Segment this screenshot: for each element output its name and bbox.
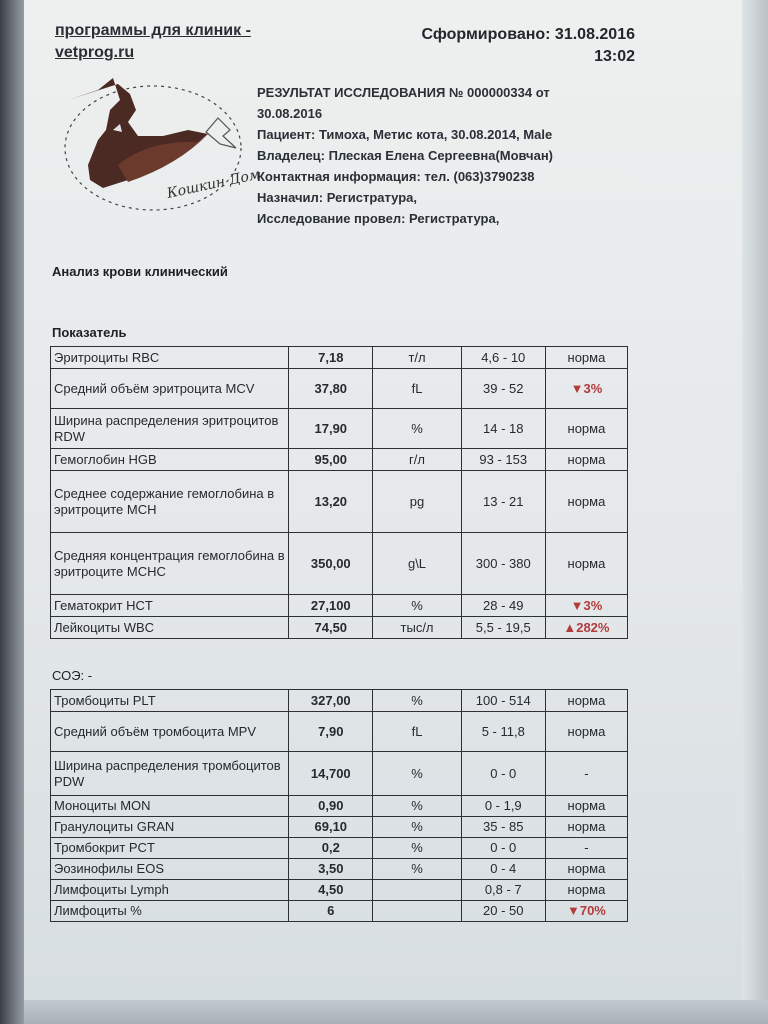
parameter-name: Средняя концентрация гемоглобина в эритроците MCHC (51, 533, 289, 595)
table-row (51, 752, 628, 796)
parameter-unit: тыс/л (373, 617, 461, 639)
status-flag: норма (545, 817, 627, 838)
parameter-name: Средний объём эритроцита MCV (51, 369, 289, 409)
parameter-value: 0,2 (289, 838, 373, 859)
reference-range: 0 - 0 (461, 838, 545, 859)
table-row (51, 369, 628, 409)
parameter-header: Показатель (52, 325, 127, 340)
parameter-value: 27,100 (289, 595, 373, 617)
parameter-name: Гематокрит HCT (51, 595, 289, 617)
reference-range: 0 - 0 (461, 752, 545, 796)
reference-range: 39 - 52 (461, 369, 545, 409)
site-line-1: программы для клиник - (55, 22, 251, 39)
parameter-name: Лимфоциты Lymph (51, 880, 289, 901)
assigned-by: Назначил: Регистратура, (257, 190, 418, 205)
performed-by: Исследование провел: Регистратура, (257, 211, 500, 226)
status-flag: норма (545, 712, 627, 752)
parameter-unit: % (373, 752, 461, 796)
parameter-unit: % (373, 595, 461, 617)
parameter-unit: т/л (373, 347, 461, 369)
parameter-name: Лимфоциты % (51, 901, 289, 922)
owner-info: Владелец: Плеская Елена Сергеевна(Мовчан) (257, 148, 554, 163)
parameter-unit: % (373, 817, 461, 838)
parameter-unit: % (373, 838, 461, 859)
reference-range: 13 - 21 (461, 471, 545, 533)
page-bottom-edge (24, 1000, 768, 1024)
status-flag: - (545, 838, 627, 859)
status-flag: ▲282% (545, 617, 627, 639)
parameter-name: Ширина распределения эритроцитов RDW (51, 409, 289, 449)
status-flag: норма (545, 347, 627, 369)
parameter-value: 37,80 (289, 369, 373, 409)
table-row (51, 449, 628, 471)
reference-range: 28 - 49 (461, 595, 545, 617)
table-row (51, 859, 628, 880)
parameter-name: Эозинофилы EOS (51, 859, 289, 880)
blood-table-platelets (50, 689, 628, 922)
parameter-unit: % (373, 859, 461, 880)
status-flag: норма (545, 859, 627, 880)
reference-range: 4,6 - 10 (461, 347, 545, 369)
parameter-unit: % (373, 796, 461, 817)
parameter-name: Эритроциты RBC (51, 347, 289, 369)
contact-info: Контактная информация: тел. (063)3790238 (257, 169, 535, 184)
parameter-unit: fL (373, 712, 461, 752)
status-flag: норма (545, 409, 627, 449)
table-row (51, 690, 628, 712)
parameter-unit: % (373, 409, 461, 449)
table-row (51, 838, 628, 859)
parameter-name: Моноциты MON (51, 796, 289, 817)
formed-time: 13:02 (594, 48, 635, 65)
parameter-name: Лейкоциты WBC (51, 617, 289, 639)
status-flag: ▼3% (545, 595, 627, 617)
parameter-unit: fL (373, 369, 461, 409)
reference-range: 0 - 4 (461, 859, 545, 880)
status-flag: норма (545, 449, 627, 471)
table-row (51, 347, 628, 369)
parameter-unit: g\L (373, 533, 461, 595)
parameter-value: 13,20 (289, 471, 373, 533)
reference-range: 5 - 11,8 (461, 712, 545, 752)
parameter-value: 350,00 (289, 533, 373, 595)
status-flag: ▼3% (545, 369, 627, 409)
table-row (51, 409, 628, 449)
esr-line: СОЭ: - (52, 668, 93, 683)
table-row (51, 796, 628, 817)
analysis-title: Анализ крови клинический (52, 264, 228, 279)
parameter-name: Среднее содержание гемоглобина в эритроците MCH (51, 471, 289, 533)
parameter-name: Ширина распределения тромбоцитов PDW (51, 752, 289, 796)
reference-range: 35 - 85 (461, 817, 545, 838)
parameter-name: Средний объём тромбоцита MPV (51, 712, 289, 752)
parameter-value: 4,50 (289, 880, 373, 901)
parameter-value: 74,50 (289, 617, 373, 639)
parameter-value: 0,90 (289, 796, 373, 817)
status-flag: норма (545, 533, 627, 595)
formed-date-label: Сформировано: 31.08.2016 (421, 26, 635, 43)
site-line-2: vetprog.ru (55, 44, 135, 61)
parameter-value: 6 (289, 901, 373, 922)
parameter-value: 3,50 (289, 859, 373, 880)
clinic-logo (58, 70, 262, 220)
status-flag: норма (545, 880, 627, 901)
parameter-value: 17,90 (289, 409, 373, 449)
table-row (51, 880, 628, 901)
parameter-name: Гемоглобин HGB (51, 449, 289, 471)
table-row (51, 901, 628, 922)
table-row (51, 712, 628, 752)
blood-table-main (50, 346, 628, 639)
reference-range: 0,8 - 7 (461, 880, 545, 901)
parameter-name: Тромбокрит PCT (51, 838, 289, 859)
result-date: 30.08.2016 (257, 106, 323, 121)
parameter-value: 14,700 (289, 752, 373, 796)
reference-range: 93 - 153 (461, 449, 545, 471)
table-row (51, 471, 628, 533)
parameter-unit: г/л (373, 449, 461, 471)
clinic-site-link[interactable] (55, 20, 251, 64)
status-flag: норма (545, 796, 627, 817)
parameter-unit: % (373, 690, 461, 712)
status-flag: норма (545, 690, 627, 712)
patient-info: Пациент: Тимоха, Метис кота, 30.08.2014, Male (257, 127, 553, 142)
table-row (51, 595, 628, 617)
parameter-name: Гранулоциты GRAN (51, 817, 289, 838)
status-flag: - (545, 752, 627, 796)
parameter-unit (373, 901, 461, 922)
parameter-value: 69,10 (289, 817, 373, 838)
parameter-unit (373, 880, 461, 901)
parameter-value: 327,00 (289, 690, 373, 712)
result-title: РЕЗУЛЬТАТ ИССЛЕДОВАНИЯ № 000000334 от (257, 85, 550, 100)
table-row (51, 817, 628, 838)
page-right-edge (742, 0, 768, 1024)
parameter-unit: pg (373, 471, 461, 533)
result-header (257, 82, 642, 229)
table-row (51, 617, 628, 639)
status-flag: ▼70% (545, 901, 627, 922)
parameter-value: 95,00 (289, 449, 373, 471)
reference-range: 5,5 - 19,5 (461, 617, 545, 639)
reference-range: 300 - 380 (461, 533, 545, 595)
parameter-value: 7,18 (289, 347, 373, 369)
parameter-value: 7,90 (289, 712, 373, 752)
reference-range: 14 - 18 (461, 409, 545, 449)
reference-range: 100 - 514 (461, 690, 545, 712)
reference-range: 0 - 1,9 (461, 796, 545, 817)
svg-text:Кошкин Дом: Кошкин Дом (165, 166, 262, 202)
table-row (51, 533, 628, 595)
reference-range: 20 - 50 (461, 901, 545, 922)
formed-date (390, 24, 635, 68)
status-flag: норма (545, 471, 627, 533)
parameter-name: Тромбоциты PLT (51, 690, 289, 712)
